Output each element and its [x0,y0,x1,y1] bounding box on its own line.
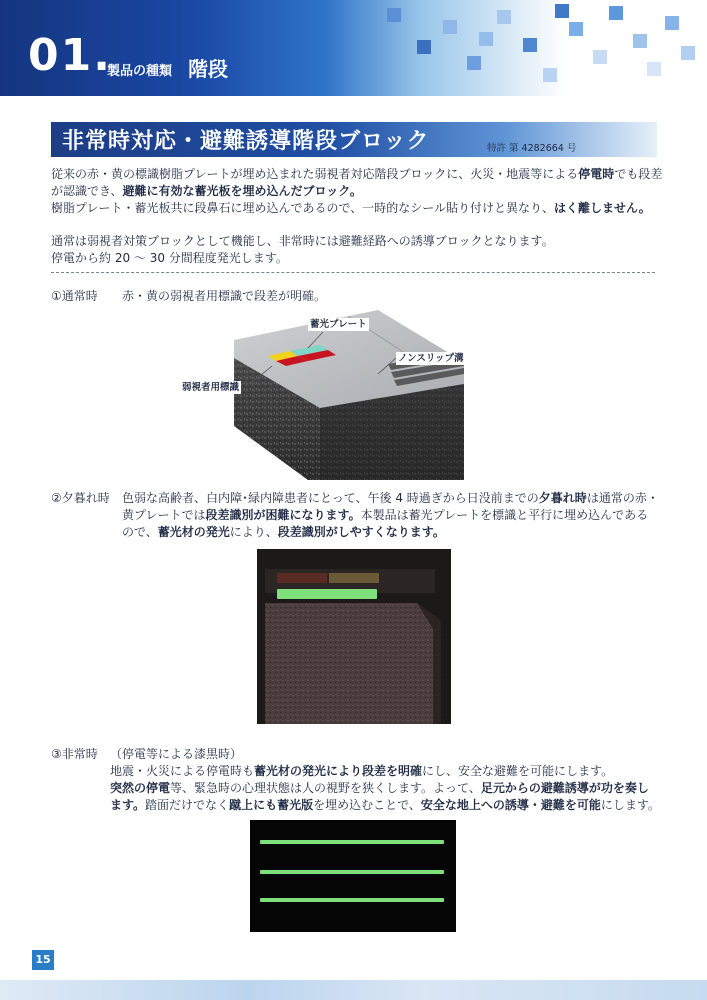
callout-low-vision-marker: 弱視者用標識 [182,382,240,393]
chapter-number: 01. [28,30,112,81]
intro-paragraph: 従来の赤・黄の標識樹脂プレートが埋め込まれた弱視者対応階段ブロックに、火災・地震等による停電時でも段差 が認識でき、避難に有効な蓄光板を埋め込んだブロック。 樹脂プレート・蓄光板共に段鼻石に埋め込んであるので、一時的なシール貼り付けと異なり、はく離しません。 [51,167,663,215]
footer-band [0,980,707,1000]
page-header [0,0,707,96]
section1-label: ①通常時 [51,289,98,303]
chapter-title: 階段 [188,57,228,81]
section-divider [51,272,655,273]
section2-text: 色弱な高齢者、白内障･緑内障患者にとって、午後 4 時過ぎから日没前までの夕暮れ時は通常の赤・ 黄プレートでは段差識別が困難になります。本製品は蓄光プレートを標識と平行に埋め込んである ので、蓄光材の発光により、段差識別がしやすくなります。 [122,491,659,539]
section3-label: ③非常時 [51,747,98,761]
page-number: 15 [32,950,54,970]
stair-block-blackout-image [250,820,456,932]
page-title: 非常時対応・避難誘導階段ブロック [62,129,430,154]
section3-text: 地震・火災による停電時も蓄光材の発光により段差を明確にし、安全な避難を可能にします。 突然の停電等、緊急時の心理状態は人の視野を狭くします。よって、足元からの避難誘導が功を奏し ます。踏面だけでなく蹴上にも蓄光版を埋め込むことで、安全な地上への誘導・避難を可能にします。 [110,764,660,812]
section3-subtitle: （停電等による漆黒時） [110,747,243,761]
callout-nonslip-groove: ノンスリップ溝 [398,353,464,364]
section2-label: ②夕暮れ時 [51,491,110,505]
callout-luminous-plate: 蓄光プレート [310,319,367,330]
intro-paragraph-2: 通常は弱視者対策ブロックとして機能し、非常時には避難経路への誘導ブロックとなります。 停電から約 20 ～ 30 分間程度発光します。 [51,234,554,265]
chapter-subtitle: 製品の種類 [107,64,173,79]
header-mosaic-decoration [347,0,707,96]
stair-block-dusk-image [257,549,451,724]
patent-number: 特許 第 4282664 号 [487,143,577,154]
section1-text: 赤・黄の弱視者用標識で段差が明確。 [122,289,327,303]
